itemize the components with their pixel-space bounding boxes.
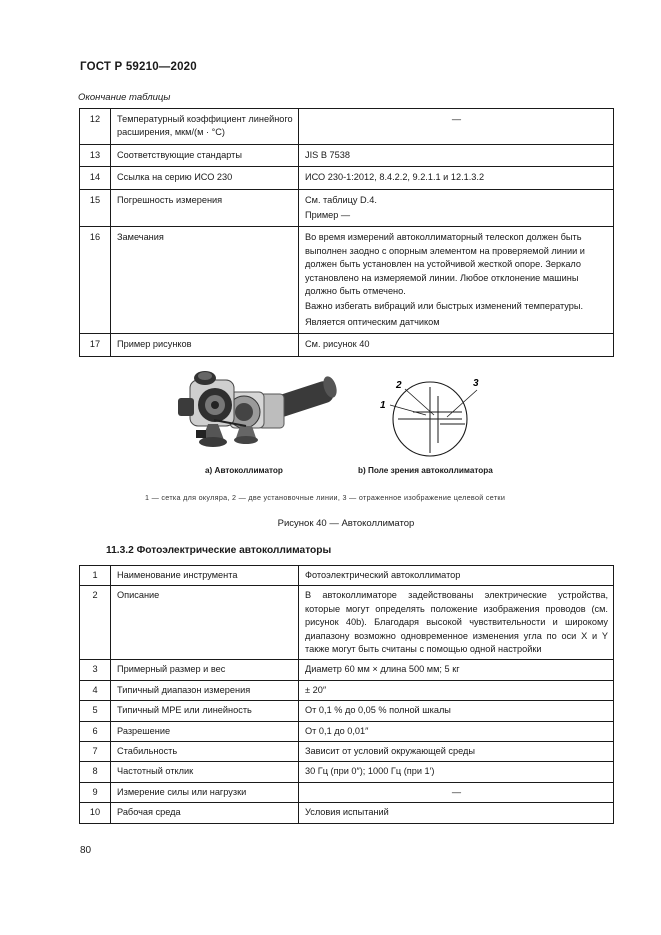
figure-title: Рисунок 40 — Автоколлиматор: [277, 518, 415, 529]
row-parameter: Описание: [111, 586, 299, 660]
row-value: [299, 680, 614, 700]
value-paragraph: От 0,1 до 0,01″: [305, 725, 369, 736]
row-number: 6: [80, 721, 111, 741]
fig-label-1: 1: [380, 400, 386, 411]
row-value: [299, 109, 614, 145]
row-value: [299, 742, 614, 762]
table-row: [80, 782, 614, 802]
fig-label-2: 2: [396, 380, 402, 391]
row-value: [299, 144, 614, 166]
figure-caption-a: а) Автоколлиматор: [205, 466, 283, 475]
row-parameter: Разрешение: [111, 721, 299, 741]
row-parameter: Ссылка на серию ИСО 230: [111, 167, 299, 189]
table-continuation-note: Окончание таблицы: [78, 92, 171, 103]
row-value: [299, 334, 614, 356]
value-paragraph: Фотоэлектрический автоколлиматор: [305, 570, 461, 580]
row-value: [299, 803, 614, 823]
row-number: 14: [80, 167, 111, 189]
row-parameter: Замечания: [111, 227, 299, 334]
autocollimator-photo: [178, 371, 339, 447]
row-value: [299, 701, 614, 721]
value-paragraph: Зависит от условий окружающей среды: [305, 746, 475, 757]
value-paragraph: Диаметр 60 мм × длина 500 мм; 5 кг: [305, 664, 460, 675]
table-row: [80, 227, 614, 334]
table-row: [80, 701, 614, 721]
row-parameter: Примерный размер и вес: [111, 660, 299, 680]
value-paragraph: JIS B 7538: [305, 149, 350, 160]
table-row: [80, 660, 614, 680]
value-paragraph: Пример —: [305, 210, 351, 221]
row-parameter: Температурный коэффициент линейного расширения, мкм/(м · °C): [111, 109, 299, 145]
table-row: [80, 680, 614, 700]
table-row: [80, 586, 614, 660]
row-number: 1: [80, 566, 111, 586]
value-paragraph: ± 20″: [305, 684, 327, 695]
value-paragraph: —: [451, 114, 462, 124]
row-parameter: Соответствующие стандарты: [111, 144, 299, 166]
row-number: 17: [80, 334, 111, 356]
table-row: [80, 189, 614, 227]
value-paragraph: См. рисунок 40: [305, 339, 370, 350]
value-paragraph: Во время измерений автоколлиматорный телескоп должен быть выполнен заодно с опорным элементом на проверяемой линии и должен быть установлен на устойчивой жесткой опоре. Зеркало установлено на измеряемой линии. Любое отклонение машины должно быть отмечено.: [305, 232, 585, 297]
table-photoelectric-autocollimators: [79, 565, 614, 824]
row-number: 8: [80, 762, 111, 782]
fig-label-3: 3: [473, 378, 479, 389]
field-of-view-diagram: [380, 378, 479, 456]
row-number: 3: [80, 660, 111, 680]
row-value: [299, 227, 614, 334]
value-paragraph: —: [451, 786, 462, 797]
page-number: 80: [80, 845, 92, 856]
row-parameter: Частотный отклик: [111, 762, 299, 782]
document-header: ГОСТ Р 59210—2020: [80, 61, 197, 73]
table-row: [80, 742, 614, 762]
section-title: 11.3.2 Фотоэлектрические автоколлиматоры: [106, 545, 332, 556]
row-value: [299, 167, 614, 189]
row-value: [299, 660, 614, 680]
row-parameter: Наименование инструмента: [111, 566, 299, 586]
row-value: [299, 721, 614, 741]
row-value: [299, 782, 614, 802]
row-parameter: Стабильность: [111, 742, 299, 762]
row-parameter: Рабочая среда: [111, 803, 299, 823]
row-parameter: Типичный диапазон измерения: [111, 680, 299, 700]
table-row: [80, 566, 614, 586]
table-row: [80, 721, 614, 741]
row-number: 7: [80, 742, 111, 762]
table-autocollimator-specs-end: [79, 108, 614, 357]
figure-legend: 1 — сетка для окуляра, 2 — две установочные линии, 3 — отраженное изображение целевой сетки: [145, 493, 506, 502]
row-parameter: Пример рисунков: [111, 334, 299, 356]
value-paragraph: 30 Гц (при 0″); 1000 Гц (при 1′): [305, 766, 435, 777]
row-number: 15: [80, 189, 111, 227]
row-parameter: Погрешность измерения: [111, 189, 299, 227]
row-parameter: Типичный MPE или линейность: [111, 701, 299, 721]
table-row: [80, 803, 614, 823]
table-row: [80, 762, 614, 782]
row-number: 9: [80, 782, 111, 802]
figure-40: [0, 360, 661, 530]
row-number: 10: [80, 803, 111, 823]
table-row: [80, 109, 614, 145]
value-paragraph: От 0,1 % до 0,05 % полной шкалы: [305, 705, 451, 716]
value-paragraph: Является оптическим датчиком: [305, 316, 440, 327]
row-number: 2: [80, 586, 111, 660]
figure-caption-b: b) Поле зрения автоколлиматора: [358, 466, 493, 475]
row-value: [299, 189, 614, 227]
row-number: 5: [80, 701, 111, 721]
table-row: [80, 167, 614, 189]
table-row: [80, 334, 614, 356]
row-value: [299, 762, 614, 782]
row-value: [299, 586, 614, 660]
value-paragraph: В автоколлиматоре задействованы электрические устройства, которые могут определять положение изображения проводов (см. рисунок 40b). Благодаря высокой чувствительности и широкому диапазону возможно одновременное изменения угла по оси X и Y также могут быть считаны с помощью одной настройки: [305, 590, 608, 655]
value-paragraph: Важно избегать вибраций или быстрых изменений температуры.: [305, 301, 584, 312]
table-row: [80, 144, 614, 166]
value-paragraph: Условия испытаний: [305, 807, 389, 818]
row-number: 16: [80, 227, 111, 334]
row-number: 12: [80, 109, 111, 145]
row-value: [299, 566, 614, 586]
row-number: 13: [80, 144, 111, 166]
value-paragraph: ИСО 230-1:2012, 8.4.2.2, 9.2.1.1 и 12.1.3.2: [305, 172, 485, 183]
value-paragraph: См. таблицу D.4.: [305, 194, 377, 205]
row-number: 4: [80, 680, 111, 700]
row-parameter: Измерение силы или нагрузки: [111, 782, 299, 802]
